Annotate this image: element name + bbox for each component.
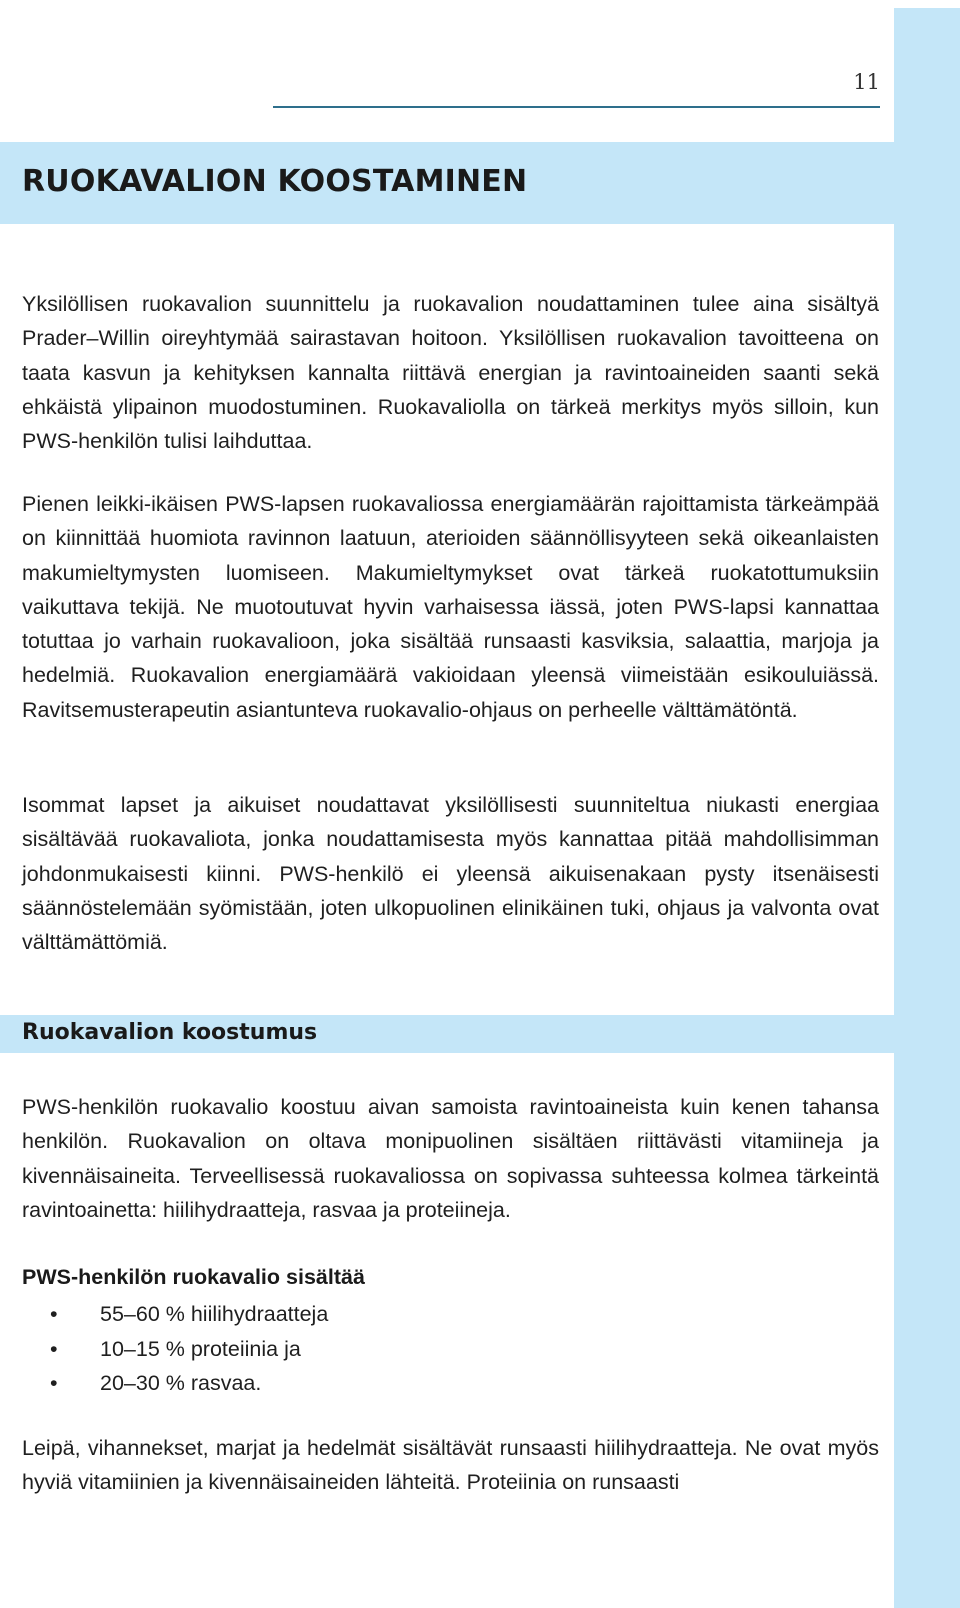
older-children-paragraph: Isommat lapset ja aikuiset noudattavat yksilöllisesti suunniteltua niukasti energiaa sisältävää ruokavaliota, jonka noudattamisesta myös kannattaa pitää mahdollisimman johdonmukaisesti kiinni. PWS-henkilö ei yleensä aikuisenakaan pysty itsenäisesti säännöstelemään syömistään, joten ulkopuolinen elinikäinen tuki, ohjaus ja valvonta ovat välttämättömiä. [22, 793, 879, 955]
chapter-heading: RUOKAVALION KOOSTAMINEN [22, 164, 528, 199]
page-number: 11 [853, 70, 880, 94]
bullet-icon: • [50, 1336, 58, 1361]
list-title: PWS-henkilön ruokavalio sisältää [22, 1265, 365, 1289]
closing-paragraph: Leipä, vihannekset, marjat ja hedelmät sisältävät runsaasti hiilihydraatteja. Ne ovat myös hyviä vitamiinien ja kivennäisaineiden lähteitä. Proteiinia on runsaasti [22, 1436, 879, 1495]
list-item-text: 10–15 % proteiinia ja [100, 1336, 301, 1361]
bullet-icon: • [50, 1302, 58, 1326]
list-item-text: 55–60 % hiilihydraatteja [100, 1302, 329, 1326]
heading-band [0, 142, 894, 224]
intro-paragraph: Yksilöllisen ruokavalion suunnittelu ja ruokavalion noudattaminen tulee aina sisältyä Prader–Willin oireyhtymää sairastavan hoitoon. Yksilöllisen ruokavalion tavoitteena on taata kasvun ja kehityksen kannalta riittävä energian ja ravintoaineiden saanti sekä ehkäistä ylipainon muodostuminen. Ruokavaliolla on tärkeä merkitys myös silloin, kun PWS-henkilön tulisi laihduttaa. [22, 292, 879, 454]
section-subheading: Ruokavalion koostumus [22, 1020, 318, 1045]
subheading-band [0, 1015, 894, 1053]
header-rule [273, 106, 880, 108]
composition-paragraph: PWS-henkilön ruokavalio koostuu aivan samoista ravintoaineista kuin kenen tahansa henkilön. Ruokavalion on oltava monipuolinen sisältäen riittävästi vitamiineja ja kivennäisaineita. Terveellisessä ruokavaliossa on sopivassa suhteessa kolmea tärkeintä ravintoainetta: hiilihydraatteja, rasvaa ja proteiineja. [22, 1095, 879, 1222]
list-item-text: 20–30 % rasvaa. [100, 1371, 262, 1395]
right-margin-strip [894, 8, 960, 1608]
bullet-icon: • [50, 1371, 58, 1395]
young-child-paragraph: Pienen leikki-ikäisen PWS-lapsen ruokavaliossa energiamäärän rajoittamista tärkeämpää on kiinnittää huomiota ravinnon laatuun, aterioiden säännöllisyyteen sekä oikeanlaisten makumieltymysten luomiseen. Makumieltymykset ovat tärkeä ruokatottumuksiin vaikuttava tekijä. Ne muotoutuvat hyvin varhaisessa iässä, joten PWS-lapsi kannattaa totuttaa jo varhain ruokavalioon, joka sisältää runsaasti kasviksia, salaattia, marjoja ja hedelmiä. Ruokavalion energiamäärä vakioidaan yleensä viimeistään esikouluiässä. Ravitsemusterapeutin asiantunteva ruokavalio-ohjaus on perheelle välttämätöntä. [22, 492, 879, 722]
